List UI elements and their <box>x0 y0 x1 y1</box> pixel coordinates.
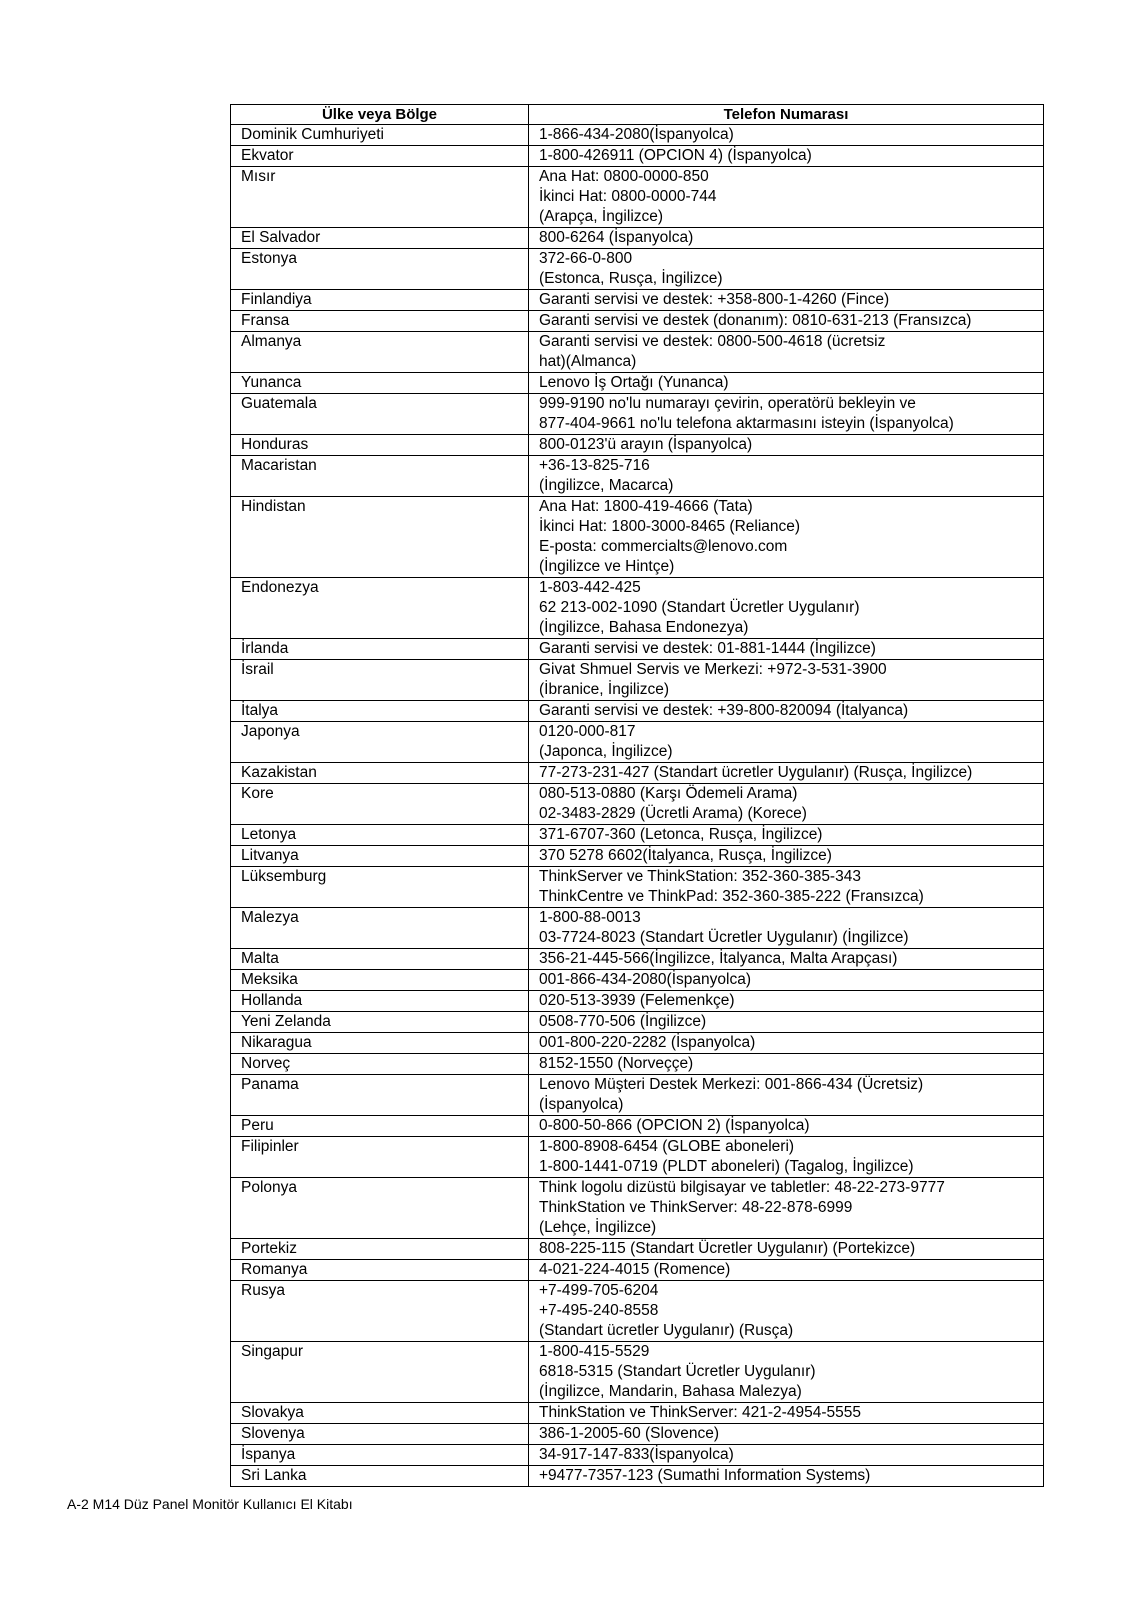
country-cell: Estonya <box>231 249 529 290</box>
table-row <box>231 1075 1044 1116</box>
table-row <box>231 1445 1044 1466</box>
country-cell: Portekiz <box>231 1239 529 1260</box>
table-row <box>231 991 1044 1012</box>
country-cell: Macaristan <box>231 456 529 497</box>
phone-line: (Japonca, İngilizce) <box>539 743 673 760</box>
phone-cell <box>529 456 1044 497</box>
phone-line: ThinkStation ve ThinkServer: 48-22-878-6999 <box>539 1199 853 1216</box>
phone-line: 34-917-147-833(İspanyolca) <box>539 1446 734 1463</box>
phone-cell <box>529 1137 1044 1178</box>
table-row <box>231 167 1044 228</box>
table-row <box>231 867 1044 908</box>
country-cell: Kazakistan <box>231 763 529 784</box>
phone-cell <box>529 970 1044 991</box>
phone-cell <box>529 1239 1044 1260</box>
table-body <box>231 125 1044 1487</box>
phone-line: 6818-5315 (Standart Ücretler Uygulanır) <box>539 1363 816 1380</box>
table-row <box>231 1054 1044 1075</box>
phone-line: 001-866-434-2080(İspanyolca) <box>539 971 751 988</box>
phone-cell <box>529 784 1044 825</box>
table-row <box>231 373 1044 394</box>
country-cell: Rusya <box>231 1281 529 1342</box>
country-cell: Peru <box>231 1116 529 1137</box>
phone-cell <box>529 1033 1044 1054</box>
country-cell: Guatemala <box>231 394 529 435</box>
phone-line: 370 5278 6602(İtalyanca, Rusça, İngilizce) <box>539 847 832 864</box>
country-cell: Slovakya <box>231 1403 529 1424</box>
phone-line: 371-6707-360 (Letonca, Rusça, İngilizce) <box>539 826 823 843</box>
phone-line: 1-803-442-425 <box>539 579 641 596</box>
phone-cell <box>529 1281 1044 1342</box>
table-row <box>231 1281 1044 1342</box>
country-cell: Mısır <box>231 167 529 228</box>
phone-line: +7-499-705-6204 <box>539 1282 659 1299</box>
country-cell: Slovenya <box>231 1424 529 1445</box>
phone-line: 02-3483-2829 (Ücretli Arama) (Korece) <box>539 805 807 822</box>
phone-line: (Lehçe, İngilizce) <box>539 1219 657 1236</box>
phone-line: 77-273-231-427 (Standart ücretler Uygulanır) (Rusça, İngilizce) <box>539 764 973 781</box>
table-row <box>231 784 1044 825</box>
phone-line: (İspanyolca) <box>539 1096 624 1113</box>
country-cell: Kore <box>231 784 529 825</box>
phone-line: 0508-770-506 (İngilizce) <box>539 1013 707 1030</box>
country-cell: Dominik Cumhuriyeti <box>231 125 529 146</box>
phone-cell <box>529 435 1044 456</box>
phone-cell <box>529 125 1044 146</box>
table-row <box>231 639 1044 660</box>
header-phone: Telefon Numarası <box>529 105 1044 125</box>
phone-line: 020-513-3939 (Felemenkçe) <box>539 992 735 1009</box>
phone-line: 800-0123'ü arayın (İspanyolca) <box>539 436 753 453</box>
phone-cell <box>529 908 1044 949</box>
country-cell: Polonya <box>231 1178 529 1239</box>
country-cell: Meksika <box>231 970 529 991</box>
country-cell: Almanya <box>231 332 529 373</box>
table-row <box>231 1116 1044 1137</box>
table-header <box>231 105 1044 125</box>
phone-line: 4-021-224-4015 (Romence) <box>539 1261 731 1278</box>
phone-line: Lenovo İş Ortağı (Yunanca) <box>539 374 729 391</box>
table-row <box>231 722 1044 763</box>
phone-line: Garanti servisi ve destek: 01-881-1444 (İngilizce) <box>539 640 876 657</box>
phone-line: 999-9190 no'lu numarayı çevirin, operatörü bekleyin ve <box>539 395 916 412</box>
phone-cell <box>529 167 1044 228</box>
phone-cell <box>529 332 1044 373</box>
header-country: Ülke veya Bölge <box>231 105 529 125</box>
country-cell: Fransa <box>231 311 529 332</box>
table-row <box>231 249 1044 290</box>
phone-cell <box>529 701 1044 722</box>
phone-cell <box>529 991 1044 1012</box>
phone-cell <box>529 146 1044 167</box>
phone-line: Ana Hat: 0800-0000-850 <box>539 168 709 185</box>
phone-line: 0120-000-817 <box>539 723 636 740</box>
table-row <box>231 1137 1044 1178</box>
country-cell: Endonezya <box>231 578 529 639</box>
country-cell: El Salvador <box>231 228 529 249</box>
page-footer: A-2 M14 Düz Panel Monitör Kullanıcı El Kitabı <box>67 1496 353 1512</box>
phone-line: 62 213-002-1090 (Standart Ücretler Uygulanır) <box>539 599 860 616</box>
table-row <box>231 1260 1044 1281</box>
table-row <box>231 763 1044 784</box>
phone-line: 372-66-0-800 <box>539 250 633 267</box>
phone-line: Givat Shmuel Servis ve Merkezi: +972-3-531-3900 <box>539 661 887 678</box>
table-row <box>231 825 1044 846</box>
phone-cell <box>529 1075 1044 1116</box>
table-row <box>231 1403 1044 1424</box>
phone-line: ThinkCentre ve ThinkPad: 352-360-385-222 (Fransızca) <box>539 888 924 905</box>
phone-cell <box>529 846 1044 867</box>
country-cell: İrlanda <box>231 639 529 660</box>
country-cell: Hindistan <box>231 497 529 578</box>
header-row <box>231 105 1044 125</box>
phone-cell <box>529 722 1044 763</box>
phone-cell <box>529 290 1044 311</box>
phone-line: İkinci Hat: 0800-0000-744 <box>539 188 717 205</box>
country-cell: Filipinler <box>231 1137 529 1178</box>
phone-line: (İngilizce, Macarca) <box>539 477 674 494</box>
phone-line: (İbranice, İngilizce) <box>539 681 670 698</box>
country-cell: Yunanca <box>231 373 529 394</box>
phone-line: Garanti servisi ve destek: +39-800-820094 (İtalyanca) <box>539 702 909 719</box>
phone-line: 800-6264 (İspanyolca) <box>539 229 694 246</box>
table-row <box>231 1033 1044 1054</box>
phone-line: (Estonca, Rusça, İngilizce) <box>539 270 723 287</box>
phone-line: 1-800-426911 (OPCION 4) (İspanyolca) <box>539 147 812 164</box>
table-row <box>231 1239 1044 1260</box>
country-cell: Malta <box>231 949 529 970</box>
country-cell: Romanya <box>231 1260 529 1281</box>
table-row <box>231 146 1044 167</box>
phone-line: +36-13-825-716 <box>539 457 650 474</box>
phone-line: 8152-1550 (Norveççe) <box>539 1055 694 1072</box>
phone-cell <box>529 1178 1044 1239</box>
phone-line: 0-800-50-866 (OPCION 2) (İspanyolca) <box>539 1117 810 1134</box>
table-row <box>231 970 1044 991</box>
country-cell: Lüksemburg <box>231 867 529 908</box>
phone-line: 1-800-88-0013 <box>539 909 641 926</box>
phone-cell <box>529 578 1044 639</box>
phone-cell <box>529 497 1044 578</box>
phone-line: 356-21-445-566(İngilizce, İtalyanca, Malta Arapçası) <box>539 950 898 967</box>
phone-line: 001-800-220-2282 (İspanyolca) <box>539 1034 756 1051</box>
table-row <box>231 1342 1044 1403</box>
phone-line: 1-800-1441-0719 (PLDT aboneleri) (Tagalog, İngilizce) <box>539 1158 914 1175</box>
phone-line: 808-225-115 (Standart Ücretler Uygulanır) (Portekizce) <box>539 1240 916 1257</box>
country-cell: Panama <box>231 1075 529 1116</box>
phone-cell <box>529 639 1044 660</box>
table-row <box>231 1466 1044 1487</box>
phone-line: 080-513-0880 (Karşı Ödemeli Arama) <box>539 785 798 802</box>
phone-cell <box>529 1116 1044 1137</box>
country-cell: Ekvator <box>231 146 529 167</box>
phone-line: hat)(Almanca) <box>539 353 637 370</box>
country-cell: Singapur <box>231 1342 529 1403</box>
country-cell: Finlandiya <box>231 290 529 311</box>
table-row <box>231 394 1044 435</box>
phone-line: ThinkServer ve ThinkStation: 352-360-385-343 <box>539 868 861 885</box>
country-cell: Norveç <box>231 1054 529 1075</box>
phone-line: (İngilizce, Bahasa Endonezya) <box>539 619 749 636</box>
country-cell: Malezya <box>231 908 529 949</box>
country-cell: İsrail <box>231 660 529 701</box>
table-row <box>231 456 1044 497</box>
country-cell: Yeni Zelanda <box>231 1012 529 1033</box>
phone-line: 1-800-415-5529 <box>539 1343 650 1360</box>
phone-cell <box>529 1403 1044 1424</box>
phone-line: (Standart ücretler Uygulanır) (Rusça) <box>539 1322 794 1339</box>
phone-line: 877-404-9661 no'lu telefona aktarmasını isteyin (İspanyolca) <box>539 415 954 432</box>
phone-cell <box>529 660 1044 701</box>
table-row <box>231 497 1044 578</box>
phone-line: 386-1-2005-60 (Slovence) <box>539 1425 720 1442</box>
phone-line: E-posta: commercialts@lenovo.com <box>539 538 788 555</box>
phone-cell <box>529 825 1044 846</box>
phone-cell <box>529 949 1044 970</box>
phone-line: Garanti servisi ve destek: 0800-500-4618 (ücretsiz <box>539 333 886 350</box>
phone-cell <box>529 1012 1044 1033</box>
table-row <box>231 332 1044 373</box>
phone-line: (İngilizce, Mandarin, Bahasa Malezya) <box>539 1383 802 1400</box>
phone-line: Ana Hat: 1800-419-4666 (Tata) <box>539 498 753 515</box>
country-cell: Nikaragua <box>231 1033 529 1054</box>
phone-cell <box>529 867 1044 908</box>
table-row <box>231 1178 1044 1239</box>
table-row <box>231 846 1044 867</box>
country-cell: İspanya <box>231 1445 529 1466</box>
table-row <box>231 1424 1044 1445</box>
table-row <box>231 125 1044 146</box>
phone-cell <box>529 311 1044 332</box>
country-cell: İtalya <box>231 701 529 722</box>
phone-line: (İngilizce ve Hintçe) <box>539 558 675 575</box>
phone-line: (Arapça, İngilizce) <box>539 208 664 225</box>
phone-line: Lenovo Müşteri Destek Merkezi: 001-866-434 (Ücretsiz) <box>539 1076 924 1093</box>
phone-cell <box>529 1342 1044 1403</box>
table-row <box>231 701 1044 722</box>
table-row <box>231 949 1044 970</box>
table-row <box>231 290 1044 311</box>
country-cell: Hollanda <box>231 991 529 1012</box>
table-row <box>231 908 1044 949</box>
phone-cell <box>529 1445 1044 1466</box>
country-cell: Japonya <box>231 722 529 763</box>
phone-line: İkinci Hat: 1800-3000-8465 (Reliance) <box>539 518 801 535</box>
phone-cell <box>529 1424 1044 1445</box>
table-row <box>231 311 1044 332</box>
phone-cell <box>529 394 1044 435</box>
phone-line: 1-866-434-2080(İspanyolca) <box>539 126 734 143</box>
country-cell: Honduras <box>231 435 529 456</box>
phone-line: +9477-7357-123 (Sumathi Information Systems) <box>539 1467 871 1484</box>
phone-cell <box>529 228 1044 249</box>
phone-cell <box>529 1054 1044 1075</box>
phone-line: Garanti servisi ve destek: +358-800-1-4260 (Fince) <box>539 291 890 308</box>
table-row <box>231 1012 1044 1033</box>
country-cell: Letonya <box>231 825 529 846</box>
phone-line: Garanti servisi ve destek (donanım): 0810-631-213 (Fransızca) <box>539 312 972 329</box>
phone-line: 03-7724-8023 (Standart Ücretler Uygulanır) (İngilizce) <box>539 929 909 946</box>
contact-table <box>230 104 1044 1487</box>
country-cell: Litvanya <box>231 846 529 867</box>
phone-line: ThinkStation ve ThinkServer: 421-2-4954-5555 <box>539 1404 861 1421</box>
phone-line: 1-800-8908-6454 (GLOBE aboneleri) <box>539 1138 795 1155</box>
table-row <box>231 228 1044 249</box>
phone-cell <box>529 249 1044 290</box>
phone-cell <box>529 373 1044 394</box>
country-cell: Sri Lanka <box>231 1466 529 1487</box>
phone-cell <box>529 1466 1044 1487</box>
phone-cell <box>529 1260 1044 1281</box>
table-row <box>231 578 1044 639</box>
phone-cell <box>529 763 1044 784</box>
table-row <box>231 435 1044 456</box>
phone-line: +7-495-240-8558 <box>539 1302 659 1319</box>
table-row <box>231 660 1044 701</box>
phone-line: Think logolu dizüstü bilgisayar ve tabletler: 48-22-273-9777 <box>539 1179 945 1196</box>
